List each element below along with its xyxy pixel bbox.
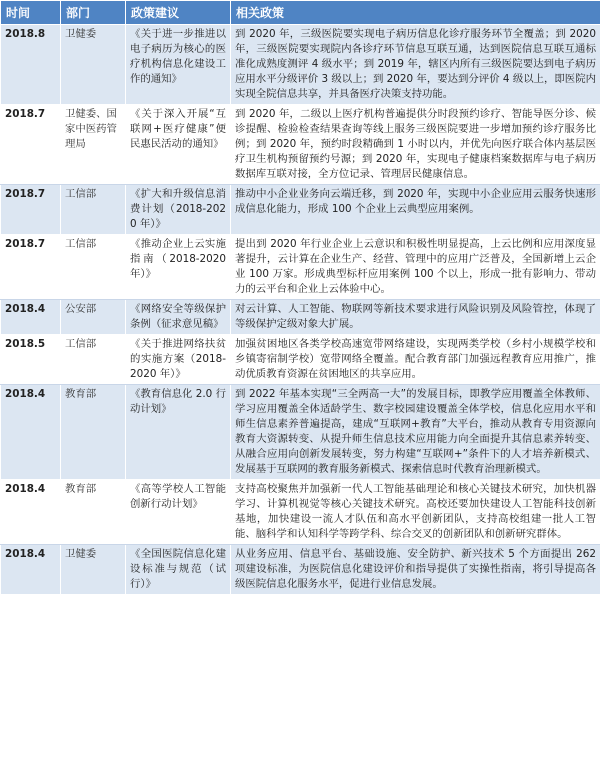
table-row: [1, 105, 600, 185]
row-policy-detail: 从业务应用、信息平台、基础设施、安全防护、新兴技术 5 个方面提出 262 项建设标准，为医院信息化建设评价和指导提供了实操性指南，将引导提高各级医院信息化服务水平，促进行业信息发展。: [231, 545, 600, 595]
table-header: [1, 1, 600, 25]
row-policy-detail: 提出到 2020 年行业企业上云意识和积极性明显提高，上云比例和应用深度显著提升，云计算在企业生产、经营、管理中的应用广泛普及，全国新增上云企业 100 万家。形成典型标杆应用案例 100 个以上，形成一批有影响力、带动力的云平台和企业上云体验中心。: [231, 235, 600, 300]
row-department: 工信部: [61, 235, 126, 300]
table-row: [1, 185, 600, 235]
row-policy-detail: 到 2020 年，三级医院要实现电子病历信息化诊疗服务环节全覆盖；到 2020 年，三级医院要实现院内各诊疗环节信息互联互通，达到医院信息互联互通标准化成熟度测评 4 级水平；到 2019 年，辖区内所有三级医院要达到电子病历应用水平分级评价 3 级以上；到 2020 年，要达到分评价 4 级以上，即医院内实现全院信息共享，并具备医疗决策支持功能。: [231, 25, 600, 105]
table-row: [1, 335, 600, 385]
row-policy-name: 《教育信息化 2.0 行动计划》: [126, 385, 231, 480]
row-policy-name: 《推动企业上云实施指南（2018-2020 年）》: [126, 235, 231, 300]
header-department: 部门: [61, 1, 126, 25]
row-policy-name: 《高等学校人工智能创新行动计划》: [126, 480, 231, 545]
table-row: [1, 480, 600, 545]
row-policy-detail: 对云计算、人工智能、物联网等新技术要求进行风险识别及风险管控，体现了等级保护定级对象大扩展。: [231, 300, 600, 335]
row-policy-name: 《关于进一步推进以电子病历为核心的医疗机构信息化建设工作的通知》: [126, 25, 231, 105]
row-department: 教育部: [61, 480, 126, 545]
row-date: 2018.7: [1, 105, 61, 185]
row-date: 2018.7: [1, 185, 61, 235]
table-row: [1, 235, 600, 300]
row-policy-name: 《网络安全等级保护条例（征求意见稿》: [126, 300, 231, 335]
row-date: 2018.4: [1, 385, 61, 480]
row-policy-name: 《关于推进网络扶贫的实施方案（2018-2020 年）》: [126, 335, 231, 385]
header-policy-name: 政策建议: [126, 1, 231, 25]
header-date: 时间: [1, 1, 61, 25]
row-date: 2018.4: [1, 545, 61, 595]
row-department: 教育部: [61, 385, 126, 480]
row-date: 2018.4: [1, 480, 61, 545]
table-body: [1, 25, 600, 595]
table-row: [1, 25, 600, 105]
table-row: [1, 545, 600, 595]
row-policy-detail: 到 2020 年，二级以上医疗机构普遍提供分时段预约诊疗、智能导医分诊、候诊提醒、检验检查结果查询等线上服务三级医院要进一步增加预约诊疗服务比例；到 2020 年，预约时段精确到 1 小时以内，并优先向医疗联合体内基层医疗卫生机构预留预约号源；到 2020 年，实现电子健康档案数据库与电子病历数据库互联对接，全方位记录、管理居民健康信息。: [231, 105, 600, 185]
row-department: 卫健委、国家中医药管理局: [61, 105, 126, 185]
row-date: 2018.7: [1, 235, 61, 300]
row-policy-detail: 加强贫困地区各类学校高速宽带网络建设，实现两类学校（乡村小规模学校和乡镇寄宿制学校）宽带网络全覆盖。配合教育部门加强远程教育应用推广，推动优质教育资源在贫困地区的共享应用。: [231, 335, 600, 385]
row-department: 卫健委: [61, 25, 126, 105]
table-row: [1, 385, 600, 480]
row-date: 2018.8: [1, 25, 61, 105]
row-department: 工信部: [61, 185, 126, 235]
table-row: [1, 300, 600, 335]
row-policy-name: 《关于深入开展“互联网+医疗健康”便民惠民活动的通知》: [126, 105, 231, 185]
row-policy-name: 《扩大和升级信息消费计划（2018-2020 年）》: [126, 185, 231, 235]
header-row: [1, 1, 600, 25]
row-department: 公安部: [61, 300, 126, 335]
row-policy-detail: 到 2022 年基本实现“三全两高一大”的发展目标，即教学应用覆盖全体教师、学习应用覆盖全体适龄学生、数字校园建设覆盖全体学校，信息化应用水平和师生信息素养普遍提高，建成“互联网+教育”大平台，推动从教育专用资源向教育大资源转变、从提升师生信息技术应用能力向全面提升其信息素养转变、从融合应用向创新发展转变，努力构建“互联网+”条件下的人才培养新模式、发展基于互联网的教育服务新模式、探索信息时代教育治理新模式。: [231, 385, 600, 480]
row-department: 卫健委: [61, 545, 126, 595]
row-date: 2018.4: [1, 300, 61, 335]
row-department: 工信部: [61, 335, 126, 385]
row-policy-detail: 推动中小企业业务向云端迁移，到 2020 年，实现中小企业应用云服务快速形成信息化能力，形成 100 个企业上云典型应用案例。: [231, 185, 600, 235]
row-date: 2018.5: [1, 335, 61, 385]
row-policy-name: 《全国医院信息化建设标准与规范（试行）》: [126, 545, 231, 595]
header-related-policy: 相关政策: [231, 1, 600, 25]
row-policy-detail: 支持高校聚焦并加强新一代人工智能基础理论和核心关键技术研究，加快机器学习、计算机视觉等核心关键技术研究。高校还要加快建设人工智能科技创新基地，加快建设一流人才队伍和高水平创新团队，支持高校组建一批人工智能、脑科学和认知科学等跨学科、综合交叉的创新团队和创新研究群体。: [231, 480, 600, 545]
